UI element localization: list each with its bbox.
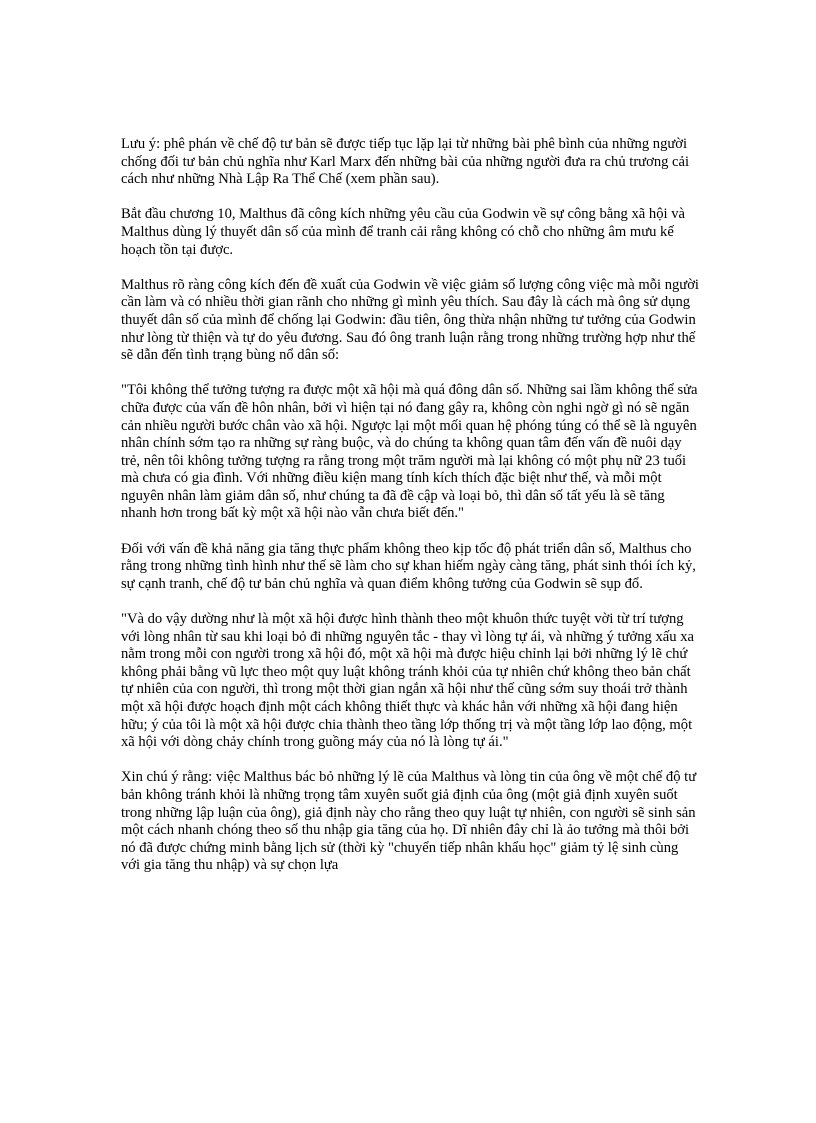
document-page (121, 136, 699, 893)
paragraph-note-assumption: Xin chú ý rằng: việc Malthus bác bỏ những lý lẽ của Malthus và lòng tin của ông về một chế độ tư bản không tránh khỏi là những trọng tâm xuyên suốt giả định của ông (một giả định xuyên suốt trong những lập luận của ông), giả định này cho rằng theo quy luật tự nhiên, con người sẽ sinh sản một cách nhanh chóng theo số thu nhập gia tăng của họ. Dĩ nhiên đây chỉ là ảo tưởng mà thôi bởi nó đã được chứng minh bằng lịch sử (thời kỳ "chuyển tiếp nhân khẩu học" giảm tỷ lệ sinh cùng với gia tăng thu nhập) và sự chọn lựa (121, 769, 697, 874)
paragraph-chapter-10: Bắt đầu chương 10, Malthus đã công kích những yêu cầu của Godwin về sự công bằng xã hội và Malthus dùng lý thuyết dân số của mình để tranh cải rằng không có chỗ cho những âm mưu kế hoạch tồn tại được. (121, 206, 685, 258)
paragraph-godwin-proposal: Malthus rõ ràng công kích đến đề xuất của Godwin về việc giảm số lượng công việc mà mỗi người cần làm và có nhiều thời gian rãnh cho những gì mình yêu thích. Sau đây là cách mà ông sử dụng thuyết dân số của mình để chống lại Godwin: đầu tiên, ông thừa nhận những tư tưởng của Godwin như lòng từ thiện và tự do yêu đương. Sau đó ông tranh luận rằng trong những trường hợp như thế sẽ dẫn đến tình trạng bùng nổ dân số: (121, 276, 699, 364)
paragraph-quote-population: "Tôi không thể tưởng tượng ra được một xã hội mà quá đông dân số. Những sai lầm không thể sửa chữa được của vấn đề hôn nhân, bởi vì hiện tại nó đang gây ra, không còn nghi ngờ gì nó sẽ ngăn cản nhiều người bước chân vào xã hội. Ngược lại một mối quan hệ phóng túng có thể sẽ là nguyên nhân chính sớm tạo ra những sự ràng buộc, và do chúng ta không quan tâm đến vấn đề nuôi dạy trẻ, nên tôi không tưởng tượng ra rằng trong một trăm người mà lại không có một phụ nữ 23 tuổi mà chưa có gia đình. Với những điều kiện mang tính kích thích đặc biệt như thế, và mỗi một nguyên nhân làm giảm dân số, như chúng ta đã đề cập và loại bỏ, thì dân số tất yếu là sẽ tăng nhanh hơn trong bất kỳ một xã hội nào vẫn chưa biết đến." (121, 382, 698, 522)
paragraph-quote-society: "Và do vậy dường như là một xã hội được hình thành theo một khuôn thức tuyệt vời từ trí tượng với lòng nhân từ sau khi loại bỏ đi những nguyên tắc - thay vì lòng tự ái, và những ý tưởng xấu xa nằm trong mỗi con người trong xã hội đó, một xã hội mà được hiệu chỉnh lại bởi những lý lẽ chứ không phải bằng vũ lực theo một quy luật không tránh khỏi của tự nhiên chứ không theo bản chất tự nhiên của con người, thì trong một thời gian ngắn xã hội như thế cũng sớm suy thoái trở thành một xã hội được hoạch định một cách không thiết thực và khác hẳn với những xã hội đang hiện hữu; ý của tôi là một xã hội được chia thành theo tầng lớp thống trị và một tầng lớp lao động, một xã hội với dòng chảy chính trong guồng máy của nó là lòng tự ái." (121, 611, 694, 751)
paragraph-note-capitalism-critique: Lưu ý: phê phán về chế độ tư bản sẽ được tiếp tục lặp lại từ những bài phê bình của những người chống đối tư bản chủ nghĩa như Karl Marx đến những bài của những người đưa ra chủ trương cải cách như những Nhà Lập Ra Thể Chế (xem phần sau). (121, 136, 690, 188)
paragraph-food-supply: Đối với vấn đề khả năng gia tăng thực phẩm không theo kịp tốc độ phát triển dân số, Malthus cho rằng trong những tình hình như thế sẽ làm cho sự khan hiếm ngày càng tăng, phát sinh thói ích kỷ, sự cạnh tranh, chế độ tư bản chủ nghĩa và quan điểm không tưởng của Godwin sẽ sụp đổ. (121, 540, 696, 592)
